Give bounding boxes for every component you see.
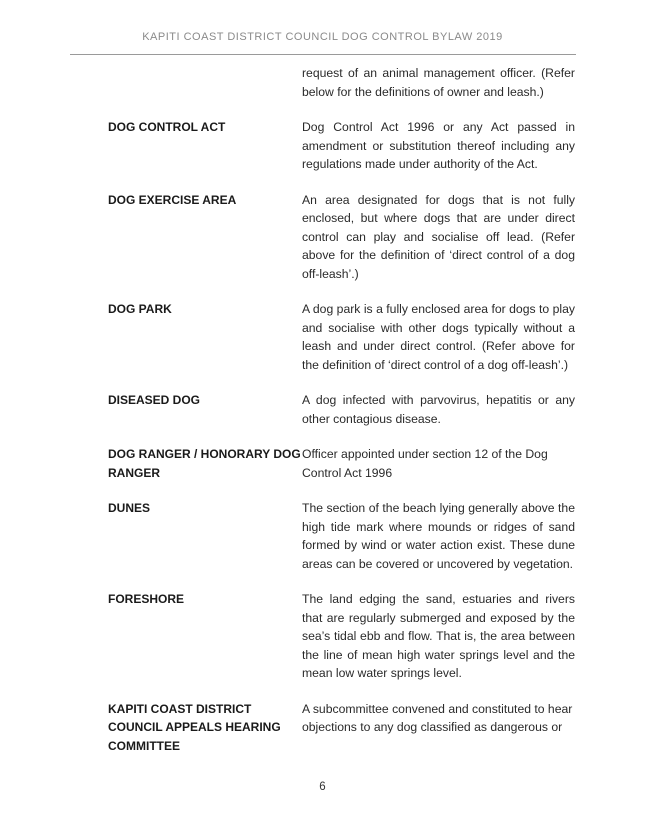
definition-term [108,64,302,101]
definition-entry [0,590,645,683]
definition-text: Officer appointed under section 12 of the Dog Control Act 1996 [302,447,548,480]
definition-entry [0,700,645,756]
definition-text: A dog infected with parvovirus, hepatitis or any other contagious disease. [302,393,575,426]
definition-text: The land edging the sand, estuaries and rivers that are regularly submerged and exposed by the sea’s tidal ebb and flow. That is, the area between the line of mean high water springs level and the mean low water springs level. [302,592,575,680]
definition-entry [0,499,645,573]
definition-text: A subcommittee convened and constituted to hear objections to any dog classified as dangerous or [302,701,573,734]
definition-term: DOG RANGER / HONORARY DOG RANGER [108,447,301,480]
definition-entry [0,300,645,374]
definition-term: DUNES [108,501,151,515]
running-header: KAPITI COAST DISTRICT COUNCIL DOG CONTROL BYLAW 2019 [142,31,503,43]
definition-text: The section of the beach lying generally above the high tide mark where mounds or ridges of sand formed by wind or water action exist. These dune areas can be covered or uncovered by vegetation. [302,501,575,571]
definition-term: DOG CONTROL ACT [108,120,226,134]
definition-entry [0,391,645,428]
definition-entry [0,118,645,174]
page-number: 6 [319,781,326,793]
header-divider [70,54,576,55]
definition-term: KAPITI COAST DISTRICT COUNCIL APPEALS HEARING COMMITTEE [108,701,281,753]
definition-term: DOG EXERCISE AREA [108,192,237,207]
definition-text: An area designated for dogs that is not fully enclosed, but where dogs that are under direct control can play and socialise off lead. (Refer above for the definition of ‘direct control of a dog off-leash’.) [302,192,575,281]
definitions-list [0,64,645,755]
definition-term: DOG PARK [108,302,172,316]
definition-text: A dog park is a fully enclosed area for dogs to play and socialise with other dogs typically without a leash and under direct control. (Refer above for the definition of ‘direct control of a dog off-leash’.) [302,302,575,372]
definition-term: FORESHORE [108,592,185,606]
definition-text: Dog Control Act 1996 or any Act passed in amendment or substitution thereof including any regulations made under authority of the Act. [302,120,575,171]
definition-term: DISEASED DOG [108,393,201,407]
definition-entry [0,191,645,284]
definition-text: request of an animal management officer. (Refer below for the definitions of owner and leash.) [302,66,575,99]
definition-entry [0,64,645,101]
definition-entry [0,445,645,482]
